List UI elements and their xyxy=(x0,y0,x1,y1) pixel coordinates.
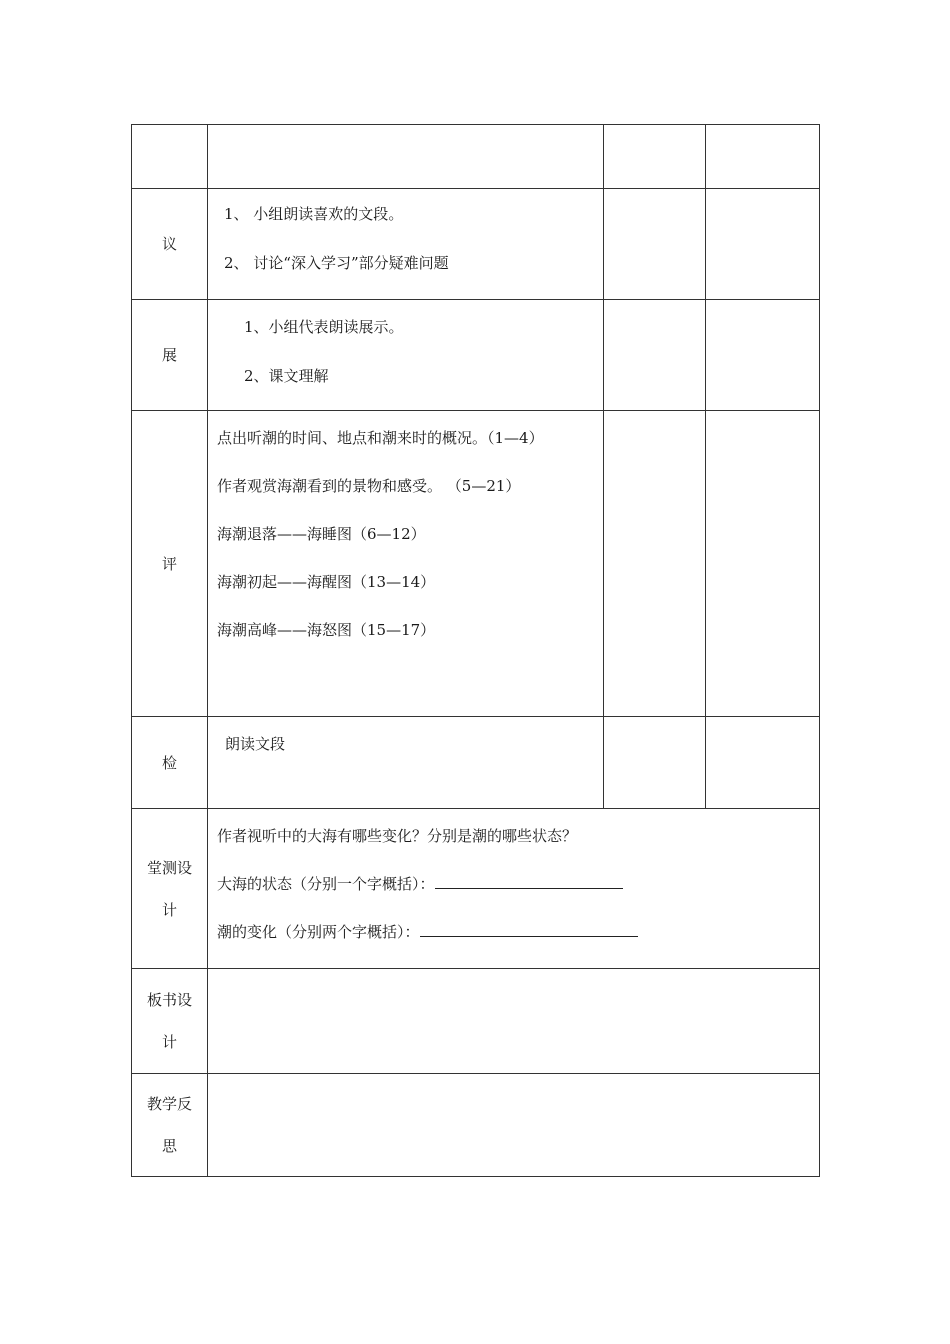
stage-cell xyxy=(132,125,208,189)
content-line: 作者观赏海潮看到的景物和感受。 （5—21） xyxy=(217,477,521,495)
table-row xyxy=(132,809,820,969)
extra-cell xyxy=(604,300,706,411)
extra-cell xyxy=(604,189,706,300)
answer-blank xyxy=(435,872,623,889)
content-line: 海潮初起——海醒图（13—14） xyxy=(217,573,436,591)
extra-cell xyxy=(706,125,820,189)
content-line: 朗读文段 xyxy=(225,735,286,753)
table-row xyxy=(132,189,820,300)
stage-cell: 评 xyxy=(132,411,208,717)
content-cell xyxy=(208,411,604,717)
extra-cell xyxy=(604,717,706,809)
stage-cell: 议 xyxy=(132,189,208,300)
content-line: 作者视听中的大海有哪些变化？分别是潮的哪些状态？ xyxy=(217,827,578,845)
content-line: 点出听潮的时间、地点和潮来时的概况。（1—4） xyxy=(217,429,544,447)
content-cell xyxy=(208,1074,820,1177)
content-line: 1、小组代表朗读展示。 xyxy=(244,318,404,336)
answer-blank xyxy=(420,920,638,937)
lesson-plan-table xyxy=(131,124,820,1177)
extra-cell xyxy=(706,300,820,411)
table-row xyxy=(132,1074,820,1177)
table-row xyxy=(132,300,820,411)
extra-cell xyxy=(706,411,820,717)
content-cell xyxy=(208,125,604,189)
extra-cell xyxy=(604,411,706,717)
table-row xyxy=(132,717,820,809)
content-line: 潮的变化（分别两个字概括）： xyxy=(217,923,420,941)
stage-cell: 展 xyxy=(132,300,208,411)
content-cell xyxy=(208,189,604,300)
extra-cell xyxy=(604,125,706,189)
content-line: 海潮高峰——海怒图（15—17） xyxy=(217,621,436,639)
stage-cell: 板书设 计 xyxy=(132,969,208,1074)
stage-cell: 堂测设 计 xyxy=(132,809,208,969)
stage-cell: 教学反 思 xyxy=(132,1074,208,1177)
extra-cell xyxy=(706,189,820,300)
content-line: 2、 讨论“深入学习”部分疑难问题 xyxy=(224,254,449,272)
content-cell xyxy=(208,969,820,1074)
content-cell xyxy=(208,300,604,411)
content-line: 2、课文理解 xyxy=(244,367,329,385)
content-line: 1、 小组朗读喜欢的文段。 xyxy=(224,205,404,223)
stage-cell: 检 xyxy=(132,717,208,809)
content-cell xyxy=(208,809,820,969)
content-line: 大海的状态（分别一个字概括）： xyxy=(217,875,435,893)
extra-cell xyxy=(706,717,820,809)
table-row xyxy=(132,411,820,717)
table-row xyxy=(132,125,820,189)
content-line: 海潮退落——海睡图（6—12） xyxy=(217,525,426,543)
table-row xyxy=(132,969,820,1074)
content-cell xyxy=(208,717,604,809)
